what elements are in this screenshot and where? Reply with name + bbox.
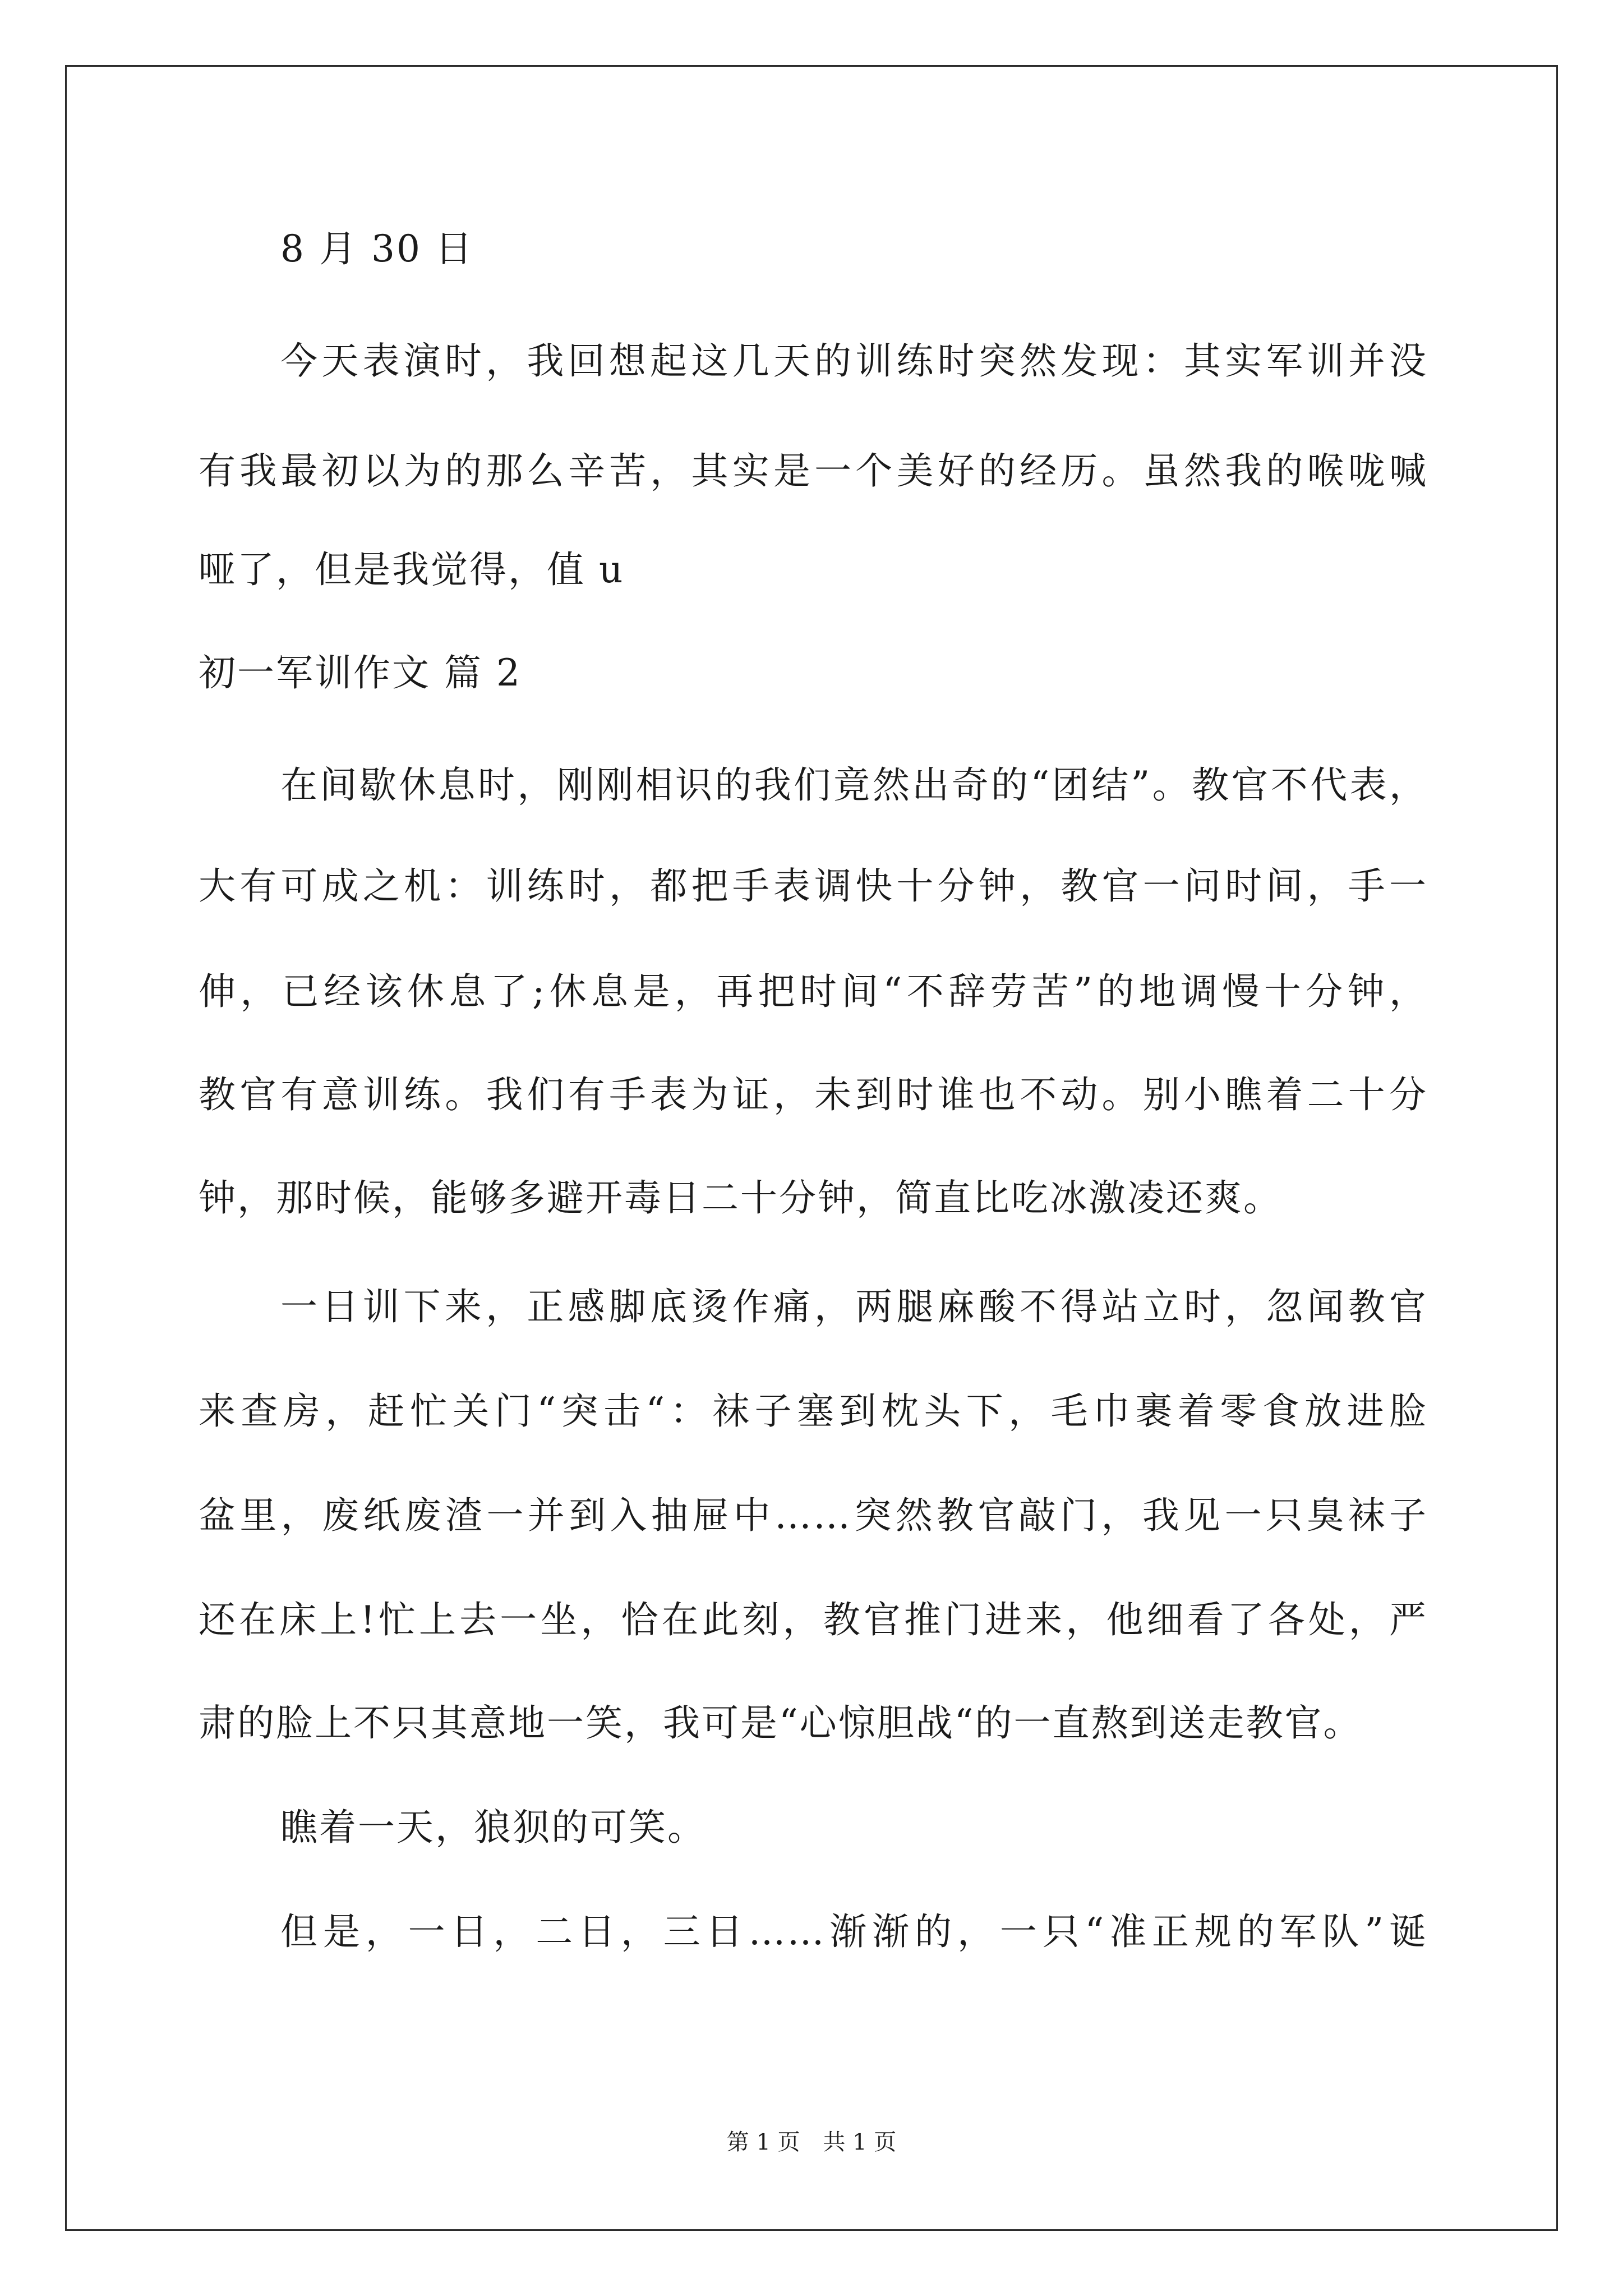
- paragraph-5-line-1: 但是，一日，二日，三日……渐渐的，一只“准正规的军队”诞: [280, 1910, 1428, 1953]
- paragraph-2-line-3: 伸，已经该休息了;休息是，再把时间“不辞劳苦”的地调慢十分钟，: [199, 970, 1428, 1013]
- paragraph-3-line-1: 一日训下来，正感脚底烫作痛，两腿麻酸不得站立时，忽闻教官: [280, 1285, 1428, 1328]
- paragraph-3-line-2: 来查房，赶忙关门“突击“：袜子塞到枕头下，毛巾裹着零食放进脸: [199, 1389, 1428, 1433]
- paragraph-1-line-1: 今天表演时，我回想起这几天的训练时突然发现：其实军训并没: [280, 339, 1428, 383]
- date-line: 8 月 30 日: [280, 227, 474, 270]
- paragraph-2-line-1: 在间歇休息时，刚刚相识的我们竟然出奇的“团结”。教官不代表，: [280, 763, 1428, 807]
- paragraph-2-line-4: 教官有意训练。我们有手表为证，未到时谁也不动。别小瞧着二十分: [199, 1073, 1428, 1116]
- paragraph-3-line-3: 盆里，废纸废渣一并到入抽屉中……突然教官敲门，我见一只臭袜子: [199, 1494, 1428, 1537]
- page-frame: [65, 65, 1558, 2231]
- paragraph-2-line-5: 钟，那时候，能够多避开毒日二十分钟，简直比吃冰激凌还爽。: [199, 1176, 1282, 1220]
- page-footer: [0, 2128, 1623, 2156]
- paragraph-3-line-4: 还在床上!忙上去一坐，恰在此刻，教官推门进来，他细看了各处，严: [199, 1598, 1428, 1641]
- paragraph-4-line-1: 瞧着一天，狼狈的可笑。: [280, 1806, 706, 1849]
- paragraph-2-line-2: 大有可成之机：训练时，都把手表调快十分钟，教官一问时间，手一: [199, 864, 1428, 908]
- section-heading: 初一军训作文 篇 2: [199, 651, 522, 694]
- paragraph-1-line-2: 有我最初以为的那么辛苦，其实是一个美好的经历。虽然我的喉咙喊: [199, 449, 1428, 493]
- paragraph-1-line-3: 哑了，但是我觉得，值 u: [199, 548, 625, 591]
- page-total: 共 1 页: [823, 2129, 897, 2155]
- page-number: 第 1 页: [726, 2129, 800, 2155]
- paragraph-3-line-5: 肃的脸上不只其意地一笑，我可是“心惊胆战“的一直熬到送走教官。: [199, 1701, 1362, 1745]
